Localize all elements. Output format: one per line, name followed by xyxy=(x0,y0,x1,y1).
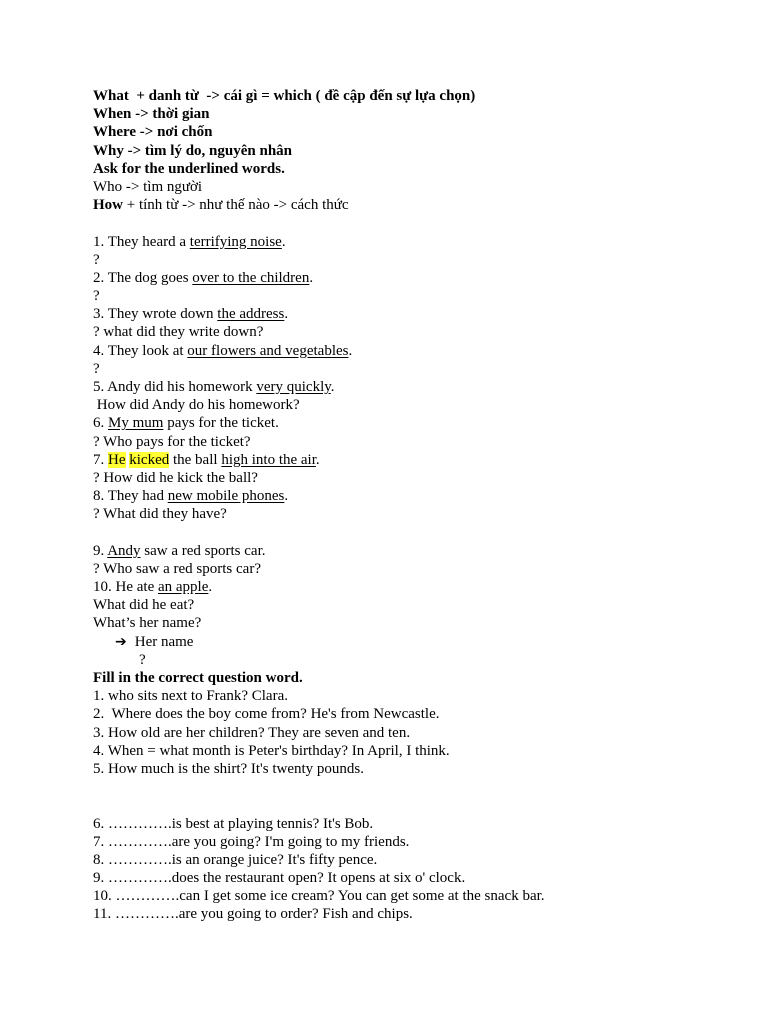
note-what xyxy=(93,87,753,105)
fill-line: 1. who sits next to Frank? Clara. xyxy=(93,688,288,705)
ask-item-1 xyxy=(93,233,753,251)
ask-answer-7: ? How did he kick the ball? xyxy=(93,469,258,486)
ask-item-7-highlight-verb: kicked xyxy=(129,451,170,468)
ask-item-6-text: 6. xyxy=(93,415,108,432)
ask-item-4-end: . xyxy=(348,342,353,359)
ask-item-3-text: 3. They wrote down xyxy=(93,306,218,323)
ask-item-7 xyxy=(93,451,753,469)
ask-item-7-underlined: high into the air xyxy=(221,451,316,468)
ask-item-9 xyxy=(93,542,753,560)
ask-answer-2: ? xyxy=(93,288,100,305)
fill-line: 3. How old are her children? They are seven and ten. xyxy=(93,724,411,741)
ask-item-9-end: saw a red sports car. xyxy=(140,542,266,559)
ask-item-10-end: . xyxy=(208,579,213,596)
ask-item-2-underlined: over to the children xyxy=(192,269,310,286)
fill-blank-line: 11. ………….are you going to order? Fish and chips. xyxy=(93,906,413,923)
ask-item-3 xyxy=(93,305,753,323)
note-when: When -> thời gian xyxy=(93,106,210,123)
ask-item-10 xyxy=(93,578,753,596)
worksheet-page xyxy=(93,87,753,924)
ask-answer-3: ? what did they write down? xyxy=(93,324,264,341)
fill-line: 2. Where does the boy come from? He's from Newcastle. xyxy=(93,706,440,723)
ask-item-4-text: 4. They look at xyxy=(93,342,188,359)
ask-item-7-text: 7. xyxy=(93,451,108,468)
ask-item-2-end: . xyxy=(309,269,314,286)
fill-blank-line: 6. ………….is best at playing tennis? It's Bob. xyxy=(93,815,374,832)
ask-item-5-underlined: very quickly xyxy=(256,379,331,395)
ask-item-4 xyxy=(93,342,753,360)
note-where: Where -> nơi chốn xyxy=(93,124,213,141)
ask-item-8-text: 8. They had xyxy=(93,488,168,505)
note-how-text: + tính từ -> như thế nào -> cách thức xyxy=(123,197,349,214)
note-who: Who -> tìm người xyxy=(93,178,203,195)
ask-item-10-underlined: an apple xyxy=(157,579,209,596)
ask-item-2 xyxy=(93,269,753,287)
note-what-keyword: What xyxy=(93,88,129,104)
ask-answer-6: ? Who pays for the ticket? xyxy=(93,433,251,450)
note-how xyxy=(93,196,753,214)
note-how-keyword: How xyxy=(93,197,123,214)
ask-item-2-text: 2. The dog goes xyxy=(93,269,193,286)
ask-item-9-text: 9. xyxy=(93,542,108,559)
fill-blank-line: 7. ………….are you going? I'm going to my friends. xyxy=(93,833,410,850)
ask-answer-8: ? What did they have? xyxy=(93,506,227,523)
ask-item-4-underlined: our flowers and vegetables xyxy=(187,342,349,359)
ask-item-3-end: . xyxy=(284,306,289,323)
fill-heading: Fill in the correct question word. xyxy=(93,670,303,686)
ask-item-10-text: 10. He ate xyxy=(93,579,158,596)
ask-item-1-underlined: terrifying noise xyxy=(189,233,282,250)
fill-line: 4. When = what month is Peter's birthday? In April, I think. xyxy=(93,742,450,759)
spacer xyxy=(93,524,753,542)
ask-item-6-end: pays for the ticket. xyxy=(163,415,279,432)
extra-question: What’s her name? xyxy=(93,615,202,632)
extra-question-mark: ? xyxy=(139,651,146,668)
ask-item-5-end: . xyxy=(330,379,335,395)
note-what-text: + danh từ -> cái gì = which ( đề cập đến sự lựa chọn) xyxy=(128,88,476,104)
arrow-right-icon: ➔ xyxy=(115,633,127,650)
ask-item-8 xyxy=(93,487,753,505)
fill-blank-line: 10. ………….can I get some ice cream? You can get some at the snack bar. xyxy=(93,888,545,905)
ask-answer-1: ? xyxy=(93,251,100,268)
ask-item-9-underlined: Andy xyxy=(107,542,141,559)
ask-item-7-middle: the ball xyxy=(169,451,222,468)
ask-answer-9: ? Who saw a red sports car? xyxy=(93,560,261,577)
ask-item-5-text: 5. Andy did his homework xyxy=(93,379,257,395)
spacer xyxy=(93,778,753,814)
ask-item-3-underlined: the address xyxy=(217,306,285,323)
arrow-answer-line xyxy=(93,633,753,651)
fill-blank-line: 8. ………….is an orange juice? It's fifty pence. xyxy=(93,851,378,868)
ask-item-6 xyxy=(93,414,753,432)
note-why: Why -> tìm lý do, nguyên nhân xyxy=(93,142,293,159)
ask-item-7-end: . xyxy=(315,451,320,468)
ask-answer-5: How did Andy do his homework? xyxy=(93,397,300,414)
arrow-answer-text: Her name xyxy=(134,633,194,650)
ask-heading: Ask for the underlined words. xyxy=(93,160,285,177)
ask-item-5 xyxy=(93,378,753,396)
ask-answer-10: What did he eat? xyxy=(93,597,195,614)
ask-item-6-underlined: My mum xyxy=(108,415,164,432)
fill-line: 5. How much is the shirt? It's twenty pounds. xyxy=(93,760,365,777)
ask-item-7-highlight-subject: He xyxy=(108,451,126,468)
ask-item-1-text: 1. They heard a xyxy=(93,233,190,250)
fill-blank-line: 9. ………….does the restaurant open? It opens at six o' clock. xyxy=(93,870,466,887)
ask-item-8-underlined: new mobile phones xyxy=(167,488,285,505)
ask-item-8-end: . xyxy=(284,488,289,505)
spacer xyxy=(93,214,753,232)
ask-answer-4: ? xyxy=(93,360,100,377)
ask-item-1-end: . xyxy=(281,233,286,250)
